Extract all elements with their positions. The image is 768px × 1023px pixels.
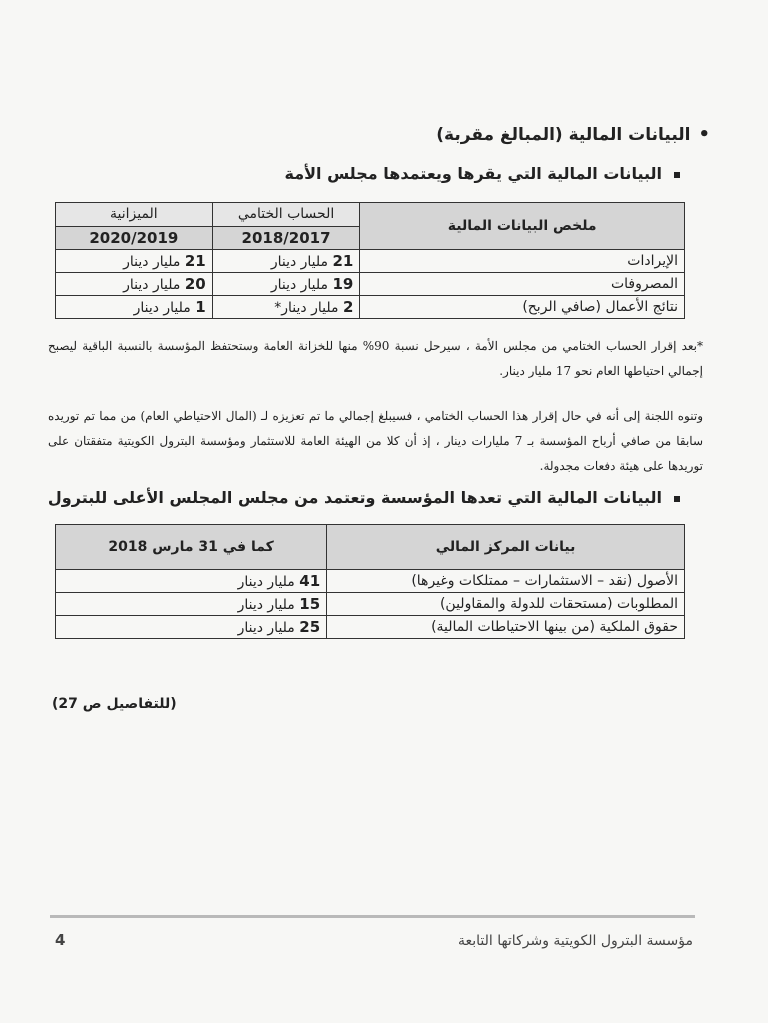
bullet-dot-icon: • [698, 124, 710, 145]
row-label: حقوق الملكية (من بينها الاحتياطات المالية) [327, 616, 685, 639]
position-value: 15 مليار دينار [56, 593, 327, 616]
position-value: 25 مليار دينار [56, 616, 327, 639]
header-as-of: كما في 31 مارس 2018 [56, 525, 327, 570]
square-bullet-icon [674, 496, 680, 502]
footer-divider [50, 915, 695, 918]
final-value: 2 مليار دينار* [212, 296, 360, 319]
header-summary: ملخص البيانات المالية [360, 203, 685, 250]
row-label: المصروفات [360, 273, 685, 296]
note-committee: وتنوه اللجنة إلى أنه في حال إقرار هذا الحساب الختامي ، فسيبلغ إجمالي ما تم تعزيزه لـ (المال الاحتياطي العام) من مما تم توريده سابقا من صافي أرباح المؤسسة بـ 7 مليارات دينار ، إذ أن كلا من الهيئة العامة للاستثمار ومؤسسة البترول الكويتية متفقتان على توريدها على هيئة دفعات مجدولة. [48, 409, 703, 473]
budget-value: 20 مليار دينار [56, 273, 213, 296]
subsection-1-heading: البيانات المالية التي يقرها ويعتمدها مجلس الأمة [284, 164, 680, 183]
row-label: المطلوبات (مستحقات للدولة والمقاولين) [327, 593, 685, 616]
final-value: 19 مليار دينار [212, 273, 360, 296]
table-row [56, 273, 685, 296]
header-budget: الميزانية [56, 203, 213, 227]
subsection-2-heading: البيانات المالية التي تعدها المؤسسة وتعتمد من مجلس المجلس الأعلى للبترول [48, 488, 680, 507]
header-final-year: 2018/2017 [212, 226, 360, 250]
position-value: 41 مليار دينار [56, 570, 327, 593]
header-position: بيانات المركز المالي [327, 525, 685, 570]
table-national-assembly [55, 202, 685, 319]
table-row [56, 296, 685, 319]
table-row [56, 570, 685, 593]
footer-org-name: مؤسسة البترول الكويتية وشركاتها التابعة [457, 933, 693, 949]
note-footnote: *بعد إقرار الحساب الختامي من مجلس الأمة ، سيرحل نسبة 90% منها للخزانة العامة وستحتفظ المؤسسة بالنسبة الباقية ليصبح إجمالي احتياطها العام نحو 17 مليار دينار. [48, 339, 703, 378]
header-final-account: الحساب الختامي [212, 203, 360, 227]
header-budget-year: 2020/2019 [56, 226, 213, 250]
table-financial-position [55, 524, 685, 639]
section-title: •البيانات المالية (المبالغ مقربة) [436, 124, 710, 145]
budget-value: 21 مليار دينار [56, 250, 213, 273]
row-label: الإيرادات [360, 250, 685, 273]
budget-value: 1 مليار دينار [56, 296, 213, 319]
table-row [56, 616, 685, 639]
final-value: 21 مليار دينار [212, 250, 360, 273]
row-label: نتائج الأعمال (صافي الربح) [360, 296, 685, 319]
table-row [56, 250, 685, 273]
square-bullet-icon [674, 172, 680, 178]
table-row [56, 593, 685, 616]
page-number: 4 [55, 931, 66, 949]
details-reference: (للتفاصيل ص 27) [52, 696, 177, 712]
row-label: الأصول (نقد – الاستثمارات – ممتلكات وغيرها) [327, 570, 685, 593]
